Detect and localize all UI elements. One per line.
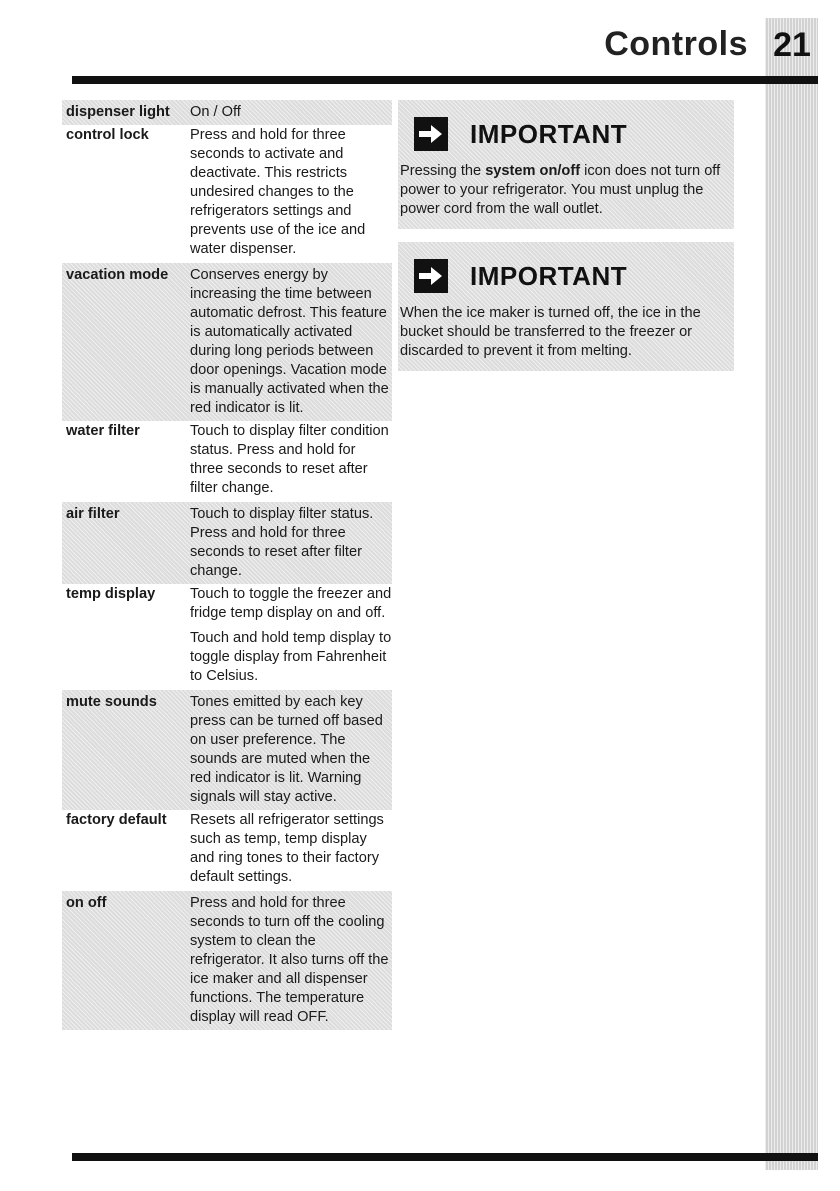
control-row-water-filter: [62, 421, 392, 502]
control-term: on off: [66, 895, 107, 911]
arrow-right-icon: [414, 259, 448, 293]
control-description: [190, 266, 392, 418]
control-row-temp-display: [62, 584, 392, 690]
page-number: 21: [773, 26, 811, 64]
control-row-on-off: [62, 891, 392, 1030]
control-term: temp display: [66, 586, 156, 602]
description-text: Touch to display filter condition status. Press and hold for three seconds to reset after filter change.: [190, 423, 389, 496]
control-row-control-lock: [62, 125, 392, 263]
top-divider: [72, 76, 818, 84]
important-notice-ice: [398, 242, 734, 371]
description-text: Conserves energy by increasing the time between automatic defrost. This feature is automatically activated during long periods between door openings. Vacation mode is manually activated when the red indicator is lit.: [190, 267, 389, 416]
control-row-factory-default: [62, 810, 392, 891]
control-description: [190, 585, 392, 686]
bottom-divider: [72, 1153, 818, 1161]
control-description: [190, 505, 392, 581]
control-row-air-filter: [62, 502, 392, 584]
control-term: vacation mode: [66, 267, 169, 283]
control-term: dispenser light: [66, 104, 170, 120]
control-description: [190, 126, 392, 259]
important-text: When the ice maker is turned off, the ice in the bucket should be transferred to the freezer or discarded to prevent it from melting.: [400, 305, 701, 359]
control-description: [190, 811, 392, 887]
control-description: [190, 693, 392, 807]
important-bold-term: system on/off: [485, 163, 581, 179]
important-notice-power: [398, 100, 734, 229]
control-row-dispenser-light: [62, 100, 392, 125]
important-title: IMPORTANT: [470, 118, 628, 149]
arrow-right-icon: [414, 117, 448, 151]
important-header: [398, 250, 722, 302]
description-text: Touch to toggle the freezer and fridge temp display on and off.: [190, 586, 392, 621]
control-description: [190, 894, 392, 1027]
controls-table: [62, 100, 392, 1030]
description-text: Touch to display filter status. Press and hold for three seconds to reset after filter change.: [190, 506, 374, 579]
control-term: mute sounds: [66, 694, 157, 710]
description-text: Press and hold for three seconds to turn off the cooling system to clean the refrigerator. It also turns off the ice maker and all dispenser functions. The temperature display will read OFF.: [190, 895, 389, 1025]
important-title: IMPORTANT: [470, 260, 628, 291]
control-term: air filter: [66, 506, 120, 522]
control-row-mute-sounds: [62, 690, 392, 810]
description-text: Tones emitted by each key press can be turned off based on user preference. The sounds are muted when the red indicator is lit. Warning signals will stay active.: [190, 694, 383, 805]
important-header: [398, 108, 722, 160]
description-text: Press and hold for three seconds to activate and deactivate. This restricts undesired changes to the refrigerators settings and prevents use of the ice and water dispenser.: [190, 127, 366, 257]
control-description: [190, 103, 392, 122]
description-text: Resets all refrigerator settings such as temp, temp display and ring tones to their factory default settings.: [190, 812, 384, 885]
control-row-vacation-mode: [62, 263, 392, 421]
important-text: Pressing the system on/off icon does not turn off power to your refrigerator. You must unplug the power cord from the wall outlet.: [400, 163, 721, 217]
description-text: Touch and hold temp display to toggle display from Fahrenheit to Celsius.: [190, 630, 392, 684]
side-tab-strip: [765, 18, 818, 1170]
description-text: On / Off: [190, 104, 241, 120]
control-term: water filter: [66, 423, 140, 439]
control-term: control lock: [66, 127, 149, 143]
control-description: [190, 422, 392, 498]
page-title: Controls: [604, 25, 748, 63]
control-term: factory default: [66, 812, 167, 828]
